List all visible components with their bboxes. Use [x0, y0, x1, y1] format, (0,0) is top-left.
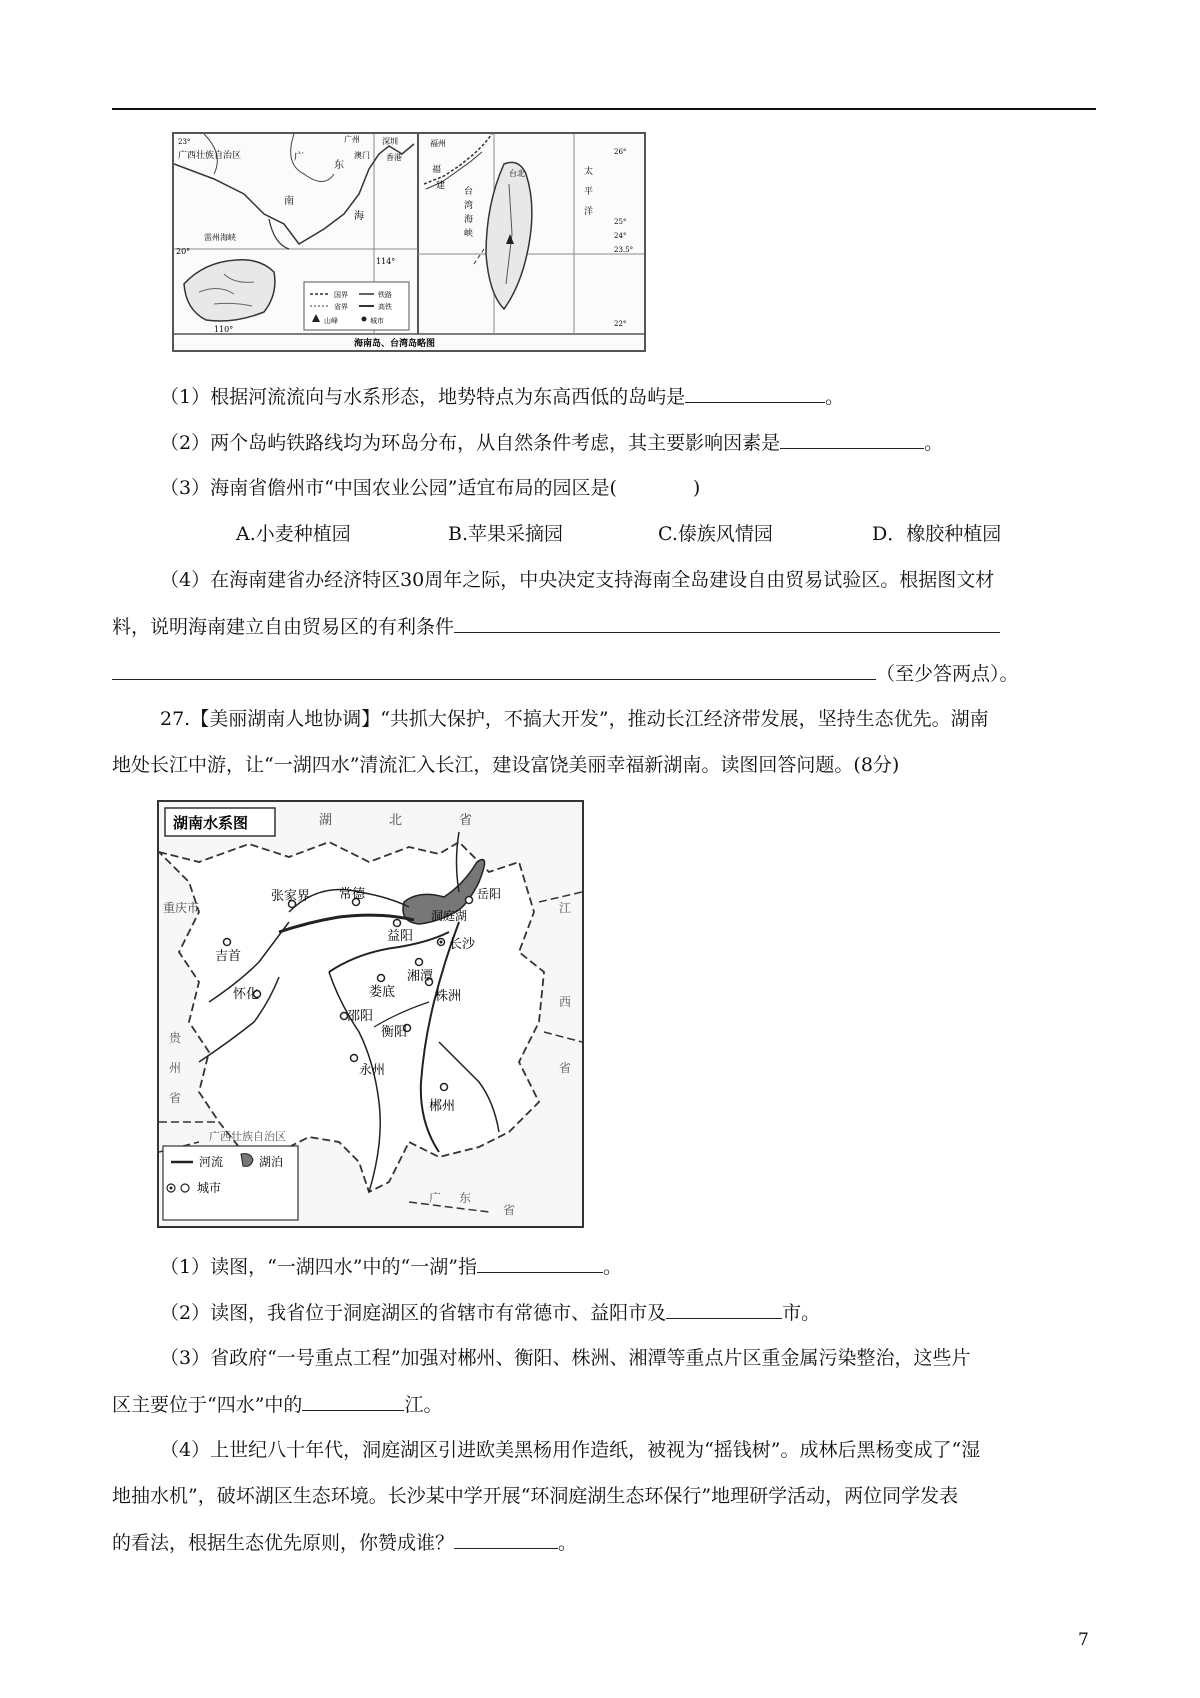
q26-part2-text: （2）两个岛屿铁路线均为环岛分布，从自然条件考虑，其主要影响因素是: [160, 432, 781, 454]
map2-label-yiyang: 益阳: [387, 929, 414, 944]
map2-label-xiangtan: 湘潭: [407, 969, 434, 984]
q27-part2-end: 市。: [782, 1302, 821, 1324]
map2-label-yongzhou: 永州: [359, 1063, 386, 1078]
map2-label-loudi: 娄底: [369, 985, 396, 1000]
map1-label-lat26: 26°: [614, 148, 627, 156]
map2-label-hubei2: 北: [389, 813, 403, 828]
map2-label-guangxi: 广西壮族自治区: [209, 1130, 286, 1143]
map1-label-lat23: 23°: [178, 138, 191, 146]
option-d[interactable]: D．橡胶种植园: [872, 523, 1002, 545]
q27-part3-blank[interactable]: [302, 1392, 404, 1411]
hainan-taiwan-map: [172, 132, 646, 352]
map2-legend-river: 河流: [199, 1155, 224, 1169]
map1-label-lat24: 24°: [614, 232, 627, 240]
q27-part1-blank[interactable]: [477, 1254, 603, 1273]
q27-part3-end: 江。: [404, 1394, 443, 1416]
map1-label-guangdong: 广: [294, 152, 304, 163]
option-b[interactable]: B.苹果采摘园: [448, 523, 564, 545]
q27-part4-line1: （4）上世纪八十年代，洞庭湖区引进欧美黑杨用作造纸，被视为“摇钱树”。成林后黑杨变成了“湿: [160, 1439, 981, 1461]
q27-part3-line1: （3）省政府“一号重点工程”加强对郴州、衡阳、株洲、湘潭等重点片区重金属污染整治，这些片: [160, 1347, 971, 1369]
q27-part3-line2: [112, 1392, 442, 1417]
map1-legend-3: 省界: [334, 303, 348, 311]
map1-label-hai2: 海: [464, 215, 474, 225]
map1-label-taibei: 台北: [509, 169, 525, 178]
q27-intro-line2: 地处长江中游，让“一湖四水”清流汇入长江，建设富饶美丽幸福新湖南。读图回答问题。(8分): [112, 754, 900, 776]
map1-label-fuzhou: 福州: [430, 139, 446, 148]
q26-part2-blank[interactable]: [780, 430, 924, 449]
map2-label-changde: 常德: [339, 887, 366, 902]
map1-label-lat20: 20°: [176, 247, 191, 256]
map1-label-yang: 洋: [584, 207, 594, 217]
map2-label-changsha: 长沙: [449, 937, 476, 952]
option-c[interactable]: C.傣族风情园: [658, 523, 773, 545]
map2-label-jiangxi2: 西: [559, 995, 572, 1009]
map2-label-chenzhou: 郴州: [429, 1099, 456, 1114]
q26-part1-blank[interactable]: [685, 384, 825, 403]
q26-part1: [160, 384, 844, 409]
q26-part4-line2-text: 料，说明海南建立自由贸易区的有利条件: [112, 616, 455, 638]
q26-part2: [160, 430, 943, 455]
map2-label-guangdong1: 广: [429, 1191, 442, 1205]
map1-label-xia: 峡: [464, 229, 474, 239]
map1-label-guangzhou: 广州: [344, 135, 360, 144]
map1-label-leizhou: 雷州海峡: [204, 233, 236, 242]
q26-part4-line1: （4）在海南建省办经济特区30周年之际，中央决定支持海南全岛建设自由贸易试验区。根据图文材: [160, 569, 995, 591]
map1-label-lon114: 114°: [376, 257, 396, 266]
q27-part1-text: （1）读图，“一湖四水”中的“一湖”指: [160, 1256, 477, 1278]
q27-part1: [160, 1254, 622, 1279]
map1-label-hai: 海: [354, 211, 364, 222]
map2-label-zhangjiajie: 张家界: [271, 889, 311, 904]
q26-part3: （3）海南省儋州市“中国农业公园”适宜布局的园区是( ): [160, 477, 701, 499]
q26-part4-blank-2[interactable]: [112, 661, 876, 680]
map1-legend-2: 铁路: [378, 291, 392, 299]
map1-label-dong: 东: [334, 160, 344, 171]
map1-label-lon110: 110°: [214, 325, 234, 334]
map2-title: 湖南水系图: [173, 814, 249, 832]
q27-part2: [160, 1300, 820, 1325]
map2-label-yueyang: 岳阳: [477, 887, 502, 901]
map1-label-tai: 台: [464, 187, 474, 197]
map1-label-xianggang: 香港: [386, 153, 402, 162]
map2-label-guizhou2: 州: [169, 1061, 182, 1075]
map1-legend-5: 山峰: [324, 317, 338, 325]
q26-part1-end: 。: [825, 386, 845, 408]
map1-label-lat235: 23.5°: [614, 246, 634, 254]
map1-label-nan: 南: [284, 196, 294, 207]
q27-part4-text: 的看法，根据生态优先原则，你赞成谁？: [112, 1532, 455, 1554]
q26-part4-end: （至少答两点）。: [876, 663, 1019, 685]
map2-legend-lake: 湖泊: [259, 1155, 284, 1169]
map1-label-jian: 建: [436, 181, 446, 191]
header-rule: [112, 108, 1096, 110]
map2-label-hubei1: 湖: [319, 813, 333, 828]
map1-caption: 海南岛、台湾岛略图: [354, 339, 436, 349]
map2-label-jiangxi1: 江: [559, 901, 572, 915]
map2-label-guangdong3: 省: [503, 1203, 516, 1217]
q26-part2-end: 。: [924, 432, 944, 454]
q27-part4-blank[interactable]: [454, 1530, 558, 1549]
map2-label-huaihua: 怀化: [233, 987, 260, 1002]
map2-label-guizhou3: 省: [169, 1091, 182, 1105]
map2-label-guangdong2: 东: [459, 1191, 472, 1205]
q27-part2-blank[interactable]: [666, 1300, 782, 1319]
q27-part2-text: （2）读图，我省位于洞庭湖区的省辖市有常德市、益阳市及: [160, 1302, 667, 1324]
map1-label-aomen: 澳门: [354, 151, 370, 160]
map2-label-chongqing: 重庆市: [163, 901, 200, 915]
q27-part4-line3: [112, 1530, 577, 1555]
hunan-water-system-map: [157, 800, 584, 1228]
map1-label-lat25: 25°: [614, 218, 627, 226]
map2-label-dongtinghu: 洞庭湖: [431, 909, 468, 923]
map2-label-jiangxi3: 省: [559, 1061, 572, 1075]
option-a[interactable]: A.小麦种植园: [236, 523, 351, 545]
map1-label-shenzhen: 深圳: [382, 137, 398, 146]
page-number: 7: [1078, 1630, 1089, 1650]
q26-part1-text: （1）根据河流流向与水系形态，地势特点为东高西低的岛屿是: [160, 386, 686, 408]
q27-part1-end: 。: [602, 1256, 622, 1278]
map1-label-lat22: 22°: [614, 320, 627, 328]
map2-label-shaoyang: 邵阳: [347, 1009, 374, 1024]
q26-part4-line3: [112, 661, 1019, 686]
q26-options: [236, 522, 1001, 546]
map1-label-fujian: 福: [432, 165, 442, 175]
q27-part4-line2: 地抽水机”，破坏湖区生态环境。长沙某中学开展“环洞庭湖生态环保行”地理研学活动，两位同学发表: [112, 1485, 959, 1507]
map2-label-hubei3: 省: [459, 813, 473, 828]
q27-part4-end: 。: [558, 1532, 578, 1554]
q26-part4-blank-1[interactable]: [454, 614, 1000, 633]
map1-legend-6: 城市: [370, 317, 384, 325]
map1-legend-1: 国界: [334, 291, 348, 299]
map2-label-guizhou1: 贵: [169, 1031, 182, 1045]
map2-label-hengyang: 衡阳: [381, 1025, 408, 1040]
map1-label-wan: 湾: [464, 201, 474, 211]
map1-legend-4: 高铁: [378, 303, 392, 311]
map2-label-zhuzhou: 株洲: [435, 989, 462, 1004]
q26-part4-line2: [112, 614, 1000, 639]
map1-label-ping: 平: [584, 187, 594, 197]
q27-part3-text: 区主要位于“四水”中的: [112, 1394, 303, 1416]
map2-legend-city: 城市: [197, 1181, 222, 1195]
map1-label-tai2: 太: [584, 167, 594, 177]
map1-label-guangxi: 广西壮族自治区: [178, 151, 242, 161]
map2-label-jishou: 吉首: [215, 949, 242, 964]
q27-intro-line1: 27.【美丽湖南人地协调】“共抓大保护，不搞大开发”，推动长江经济带发展，坚持生态优先。湖南: [160, 708, 989, 730]
